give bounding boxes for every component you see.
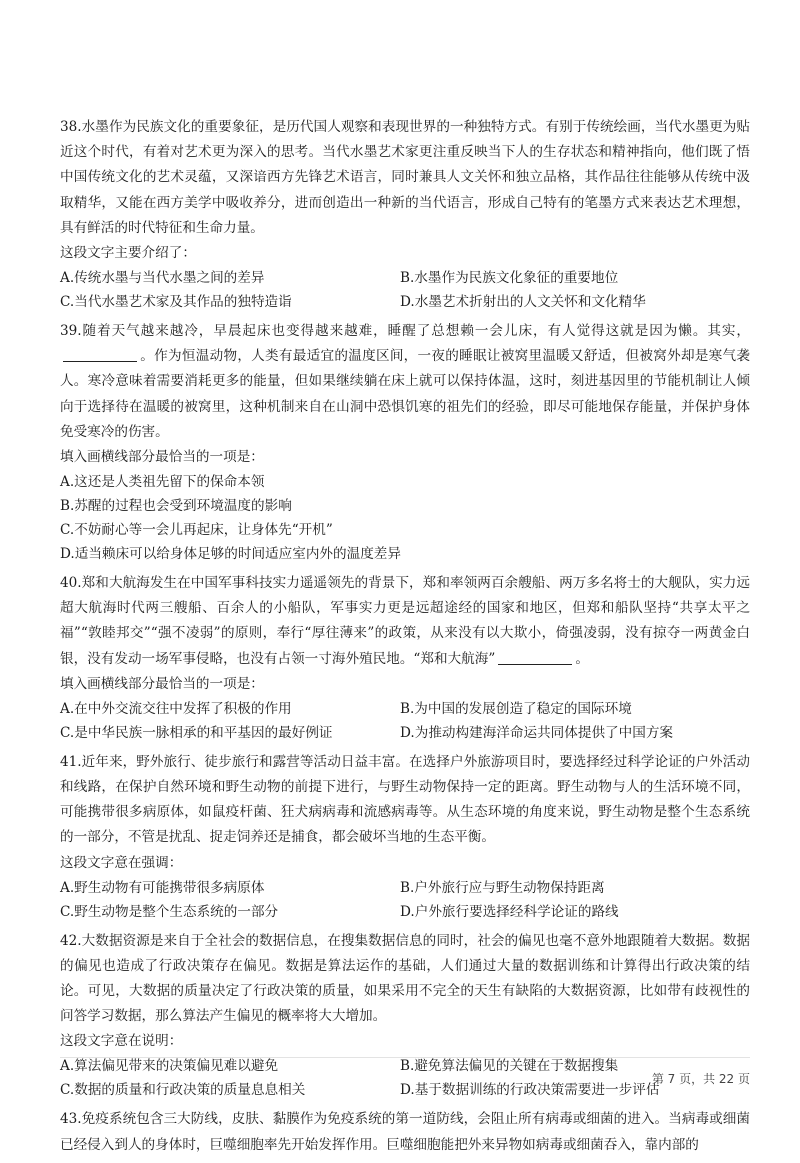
- question-40: [60, 571, 750, 745]
- option-a: A.野生动物有可能携带很多病原体: [60, 879, 265, 896]
- question-text: 水墨作为民族文化的重要象征，是历代国人观察和表现世界的一种独特方式。有别于传统绘画，当代水墨更为贴近这个时代，有着对艺术更为深入的思考。当代水墨艺术家更注重反映当下人的生存状态和精神指向，他们既了悟中国传统文化的艺术灵蕴，又深谙西方先锋艺术语言，同时兼具人文关怀和独立品格，其作品往往能够从传统中汲取精华，又能在西方美学中吸收养分，进而创造出一种新的当代语言，形成自己特有的笔墨方式来表达艺术理想，具有鲜活的时代特征和生命力量。: [60, 119, 750, 236]
- question-text: 大数据资源是来自于全社会的数据信息，在搜集数据信息的同时，社会的偏见也毫不意外地跟随着大数据。数据的偏见也造成了行政决策存在偏见。数据是算法运作的基础，人们通过大量的数据训练和计算得出行政决策的结论。可见，大数据的质量决定了行政决策的质量，如果采用不完全的天生有缺陷的大数据资源，比如带有歧视性的问答学习数据，那么算法产生偏见的概率将大大增加。: [60, 932, 750, 1025]
- question-text: 近年来，野外旅行、徒步旅行和露营等活动日益丰富。在选择户外旅游项目时，要选择经过科学论证的户外活动和线路，在保护自然环境和野生动物的前提下进行，与野生动物保持一定的距离。野生动物与人的生活环境不同，可能携带很多病原体，如鼠疫杆菌、狂犬病病毒和流感病毒等。从生态环境的角度来说，野生动物是整个生态系统的一部分，不管是扰乱、捉走饲养还是捕食，都会破坏当地的生态平衡。: [60, 753, 750, 846]
- option-c: C.不妨耐心等一会儿再起床，让身体先“开机”: [60, 522, 333, 539]
- option-a: A.在中外交流交往中发挥了积极的作用: [60, 700, 292, 717]
- exam-page: [60, 115, 750, 1163]
- question-39: [60, 319, 750, 566]
- question-number: 40.: [60, 575, 82, 592]
- options: [60, 876, 750, 924]
- question-number: 39.: [60, 323, 82, 340]
- question-42: [60, 929, 750, 1103]
- options: [60, 697, 750, 745]
- question-number: 42.: [60, 932, 82, 949]
- question-stem: 这段文字主要介绍了：: [60, 245, 196, 262]
- option-a: A.这还是人类祖先留下的保命本领: [60, 474, 265, 491]
- question-text: 免疫系统包含三大防线，皮肤、黏膜作为免疫系统的第一道防线，会阻止所有病毒或细菌的进入。当病毒或细菌已经侵入到人的身体时，巨噬细胞率先开始发挥作用。巨噬细胞能把外来异物如病毒或细菌吞入，靠内部的: [60, 1111, 750, 1153]
- question-stem: 填入画横线部分最恰当的一项是：: [60, 675, 264, 692]
- question-stem: 这段文字意在强调：: [60, 854, 183, 871]
- option-d: D.水墨艺术折射出的人文关怀和文化精华: [400, 294, 646, 311]
- question-41: [60, 750, 750, 924]
- option-b: B.水墨作为民族文化象征的重要地位: [400, 270, 619, 287]
- question-text: 随着天气越来越冷，早晨起床也变得越来越难，睡醒了总想赖一会儿床，有人觉得这就是因为懒。其实，: [81, 323, 750, 340]
- option-b: B.苏醒的过程也会受到环境温度的影响: [60, 498, 292, 515]
- option-c: C.当代水墨艺术家及其作品的独特造诣: [60, 294, 292, 311]
- page-number: 第 7 页，共 22 页: [651, 1072, 750, 1086]
- option-a: A.传统水墨与当代水墨之间的差异: [60, 270, 265, 287]
- option-d: D.适当赖床可以给身体足够的时间适应室内外的温度差异: [60, 546, 401, 563]
- question-number: 41.: [60, 753, 82, 770]
- question-stem: 这段文字意在说明：: [60, 1033, 183, 1050]
- options: [60, 266, 750, 314]
- option-d: D.为推动构建海洋命运共同体提供了中国方案: [400, 724, 674, 741]
- option-b: B.为中国的发展创造了稳定的国际环境: [400, 700, 632, 717]
- option-b: B.户外旅行应与野生动物保持距离: [400, 879, 605, 896]
- question-38: [60, 115, 750, 314]
- option-b: B.避免算法偏见的关键在于数据搜集: [400, 1058, 619, 1075]
- question-number: 43.: [60, 1111, 82, 1128]
- option-d: D.户外旅行要选择经科学论证的路线: [400, 903, 619, 920]
- option-d: D.基于数据训练的行政决策需要进一步评估: [400, 1082, 660, 1099]
- option-c: C.数据的质量和行政决策的质量息息相关: [60, 1082, 306, 1099]
- question-number: 38.: [60, 119, 82, 135]
- question-text-continued: 。作为恒温动物，人类有最适宜的温度区间，一夜的睡眠让被窝里温暖又舒适，但被窝外却是寒气袭人。寒冷意味着需要消耗更多的能量，但如果继续躺在床上就可以保持体温，这时，刻进基因里的节能机制让人倾向于选择待在温暖的被窝里，这种机制来自在山洞中恐惧饥寒的祖先们的经验，即尽可能地保存能量，并保护身体免受寒冷的伤害。: [60, 348, 750, 440]
- question-43: [60, 1107, 750, 1157]
- option-c: C.野生动物是整个生态系统的一部分: [60, 903, 279, 920]
- answer-blank: [63, 347, 137, 362]
- footer-divider: [60, 1057, 750, 1058]
- options: [60, 1054, 750, 1102]
- answer-blank: [498, 650, 572, 665]
- option-c: C.是中华民族一脉相承的和平基因的最好例证: [60, 724, 333, 741]
- question-text-continued: 。: [575, 650, 589, 667]
- question-text: 郑和大航海发生在中国军事科技实力遥遥领先的背景下，郑和率领两百余艘船、两万多名将士的大舰队，实力远超大航海时代两三艘船、百余人的小船队，军事实力更是远超途经的国家和地区，但郑和船队坚持“共享太平之福”“敦睦邦交”“强不凌弱”的原则，奉行“厚往薄来”的政策，从来没有以大欺小，倚强凌弱，没有掠夺一两黄金白银，没有发动一场军事侵略，也没有占领一寸海外殖民地。“郑和大航海”: [60, 575, 750, 667]
- options: [60, 470, 750, 566]
- option-a: A.算法偏见带来的决策偏见难以避免: [60, 1058, 279, 1075]
- question-stem: 填入画横线部分最恰当的一项是：: [60, 449, 264, 466]
